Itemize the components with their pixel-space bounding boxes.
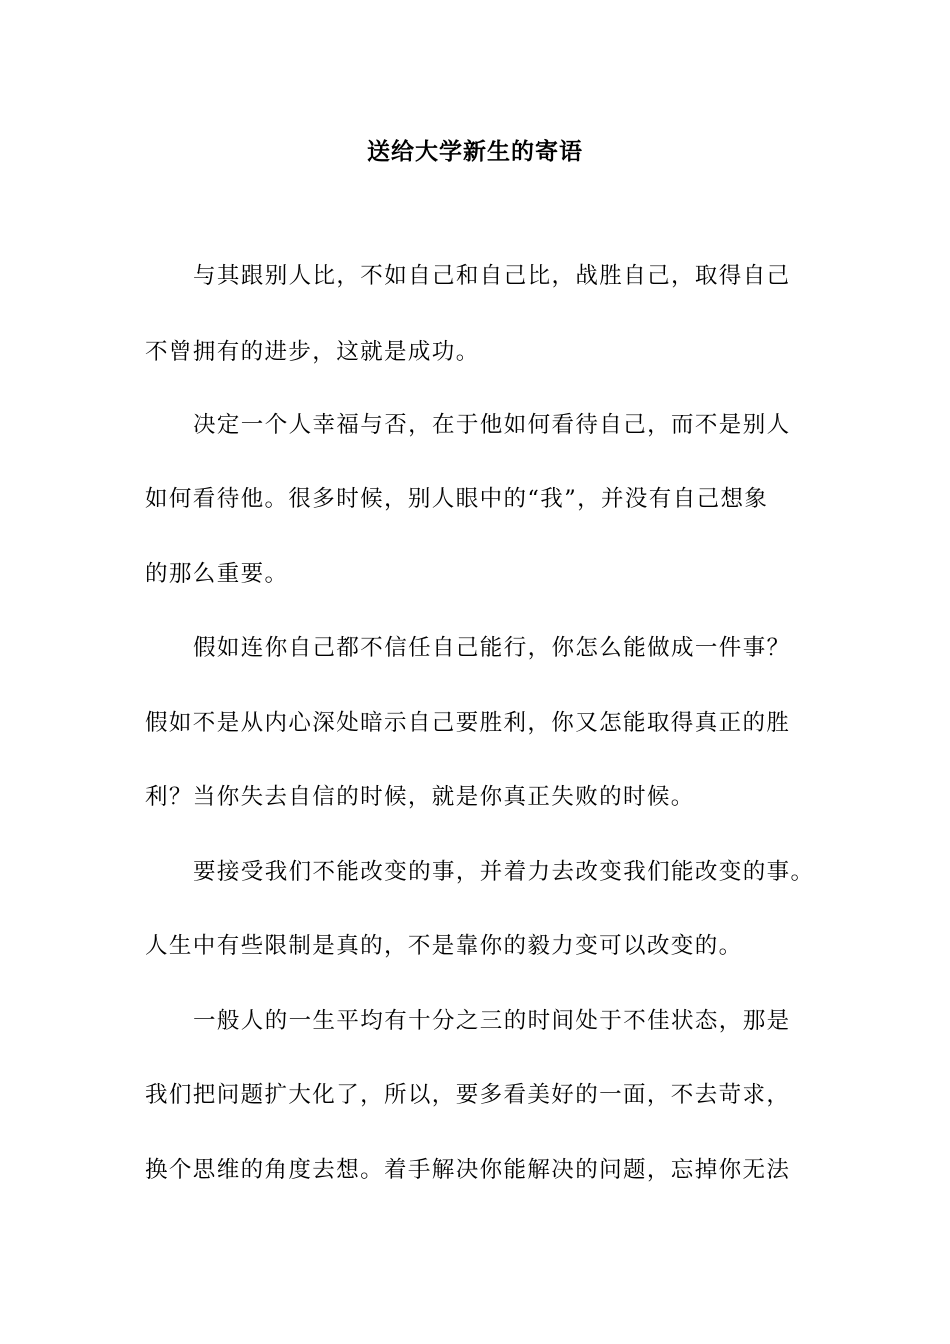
paragraph-1-line-2: 不曾拥有的进步，这就是成功。 bbox=[145, 339, 480, 365]
paragraph-5-line-2: 我们把问题扩大化了，所以，要多看美好的一面，不去苛求， bbox=[145, 1082, 791, 1108]
paragraph-4-line-2: 人生中有些限制是真的，不是靠你的毅力变可以改变的。 bbox=[145, 933, 743, 959]
paragraph-3-line-2: 假如不是从内心深处暗示自己要胜利，你又怎能取得真正的胜 bbox=[145, 710, 791, 736]
paragraph-3-line-1: 假如连你自己都不信任自己能行，你怎么能做成一件事？ bbox=[193, 635, 791, 661]
paragraph-2-line-3: 的那么重要。 bbox=[145, 561, 289, 587]
paragraph-5-line-3: 换个思维的角度去想。着手解决你能解决的问题，忘掉你无法 bbox=[145, 1157, 791, 1183]
paragraph-2-line-2: 如何看待他。很多时候，别人眼中的“我”，并没有自己想象 bbox=[145, 486, 769, 512]
paragraph-2-line-1: 决定一个人幸福与否，在于他如何看待自己，而不是别人 bbox=[193, 412, 791, 438]
paragraph-4-line-1: 要接受我们不能改变的事，并着力去改变我们能改变的事。 bbox=[193, 859, 815, 885]
paragraph-3-line-3: 利？当你失去自信的时候，就是你真正失败的时候。 bbox=[145, 784, 695, 810]
paragraph-5-line-1: 一般人的一生平均有十分之三的时间处于不佳状态，那是 bbox=[193, 1008, 791, 1034]
document-title: 送给大学新生的寄语 bbox=[367, 138, 583, 165]
paragraph-1-line-1: 与其跟别人比，不如自己和自己比，战胜自己，取得自己 bbox=[193, 263, 791, 289]
